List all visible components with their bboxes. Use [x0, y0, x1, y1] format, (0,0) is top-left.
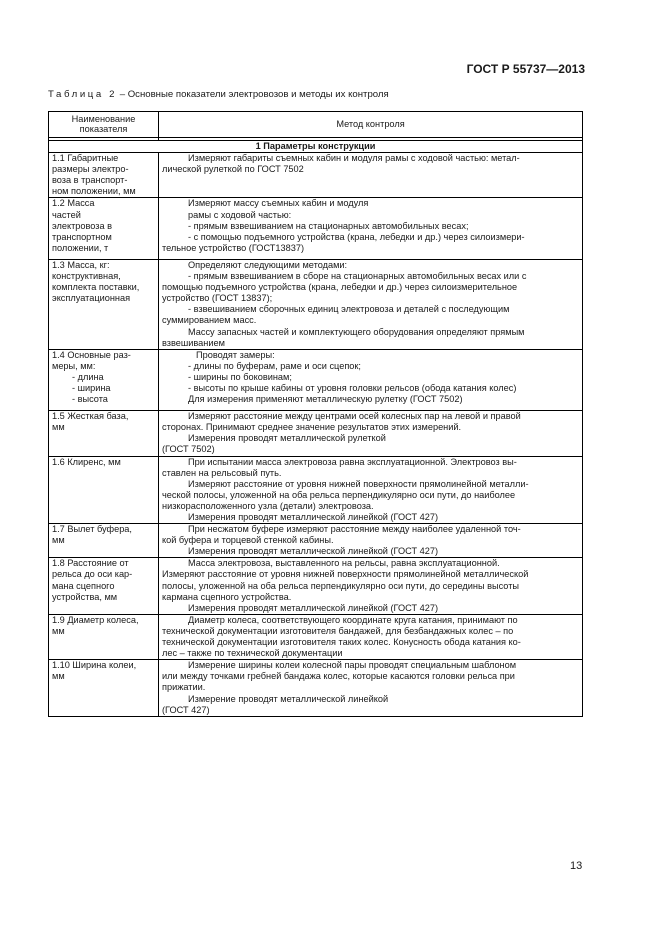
method-cell — [159, 614, 583, 659]
name-line: мм — [52, 671, 65, 682]
method-line: Проводят замеры: — [196, 349, 275, 360]
table-caption-label: Таблица 2 — [48, 89, 118, 100]
method-line: - с помощью подъемного устройства (крана, лебедки и др.) через силоизмери- — [188, 231, 525, 242]
name-line: - ширина — [72, 382, 111, 393]
method-line: Определяют следующими методами: — [188, 259, 348, 270]
table-row — [49, 349, 583, 410]
indicator-name-cell — [49, 558, 159, 614]
method-line: - прямым взвешиванием в сборе на стационарных автомобильных весах или с — [188, 271, 527, 282]
method-line: технической документации изготовителя таких колес. Конусность обода катания ко- — [162, 637, 521, 648]
table-row — [49, 456, 583, 524]
name-line: размеры электро- — [52, 164, 129, 175]
name-line: устройства, мм — [52, 591, 118, 602]
name-line: 1.3 Масса, кг: — [52, 259, 110, 270]
indicator-name-cell — [49, 524, 159, 558]
method-line: При испытании масса электровоза равна эксплуатационной. Электровоз вы- — [188, 456, 517, 467]
method-cell — [159, 349, 583, 410]
method-line: тельное устройство (ГОСТ13837) — [162, 242, 305, 253]
name-line: 1.6 Клиренс, мм — [52, 456, 121, 467]
name-line: эксплуатационная — [52, 293, 131, 304]
method-line: Измерения проводят металлической рулеткой — [188, 433, 386, 444]
method-line: суммированием масс. — [162, 315, 257, 326]
name-line: - длина — [72, 371, 104, 382]
header-indicator-name: Наименование показателя — [49, 112, 159, 138]
indicator-name-cell — [49, 456, 159, 524]
method-line: - ширины по боковинам; — [188, 371, 292, 382]
method-line: рамы с ходовой частью: — [188, 209, 292, 220]
indicator-name-cell — [49, 660, 159, 716]
name-line: 1.8 Расстояние от — [52, 558, 129, 569]
method-line: технической документации изготовителя бандажей, для безбандажных колес – по — [162, 625, 514, 636]
table-row — [49, 411, 583, 456]
name-line: 1.7 Вылет буфера, — [52, 524, 132, 535]
name-line: положении, т — [52, 242, 109, 253]
table-row — [49, 614, 583, 659]
method-line: Для измерения применяют металлическую рулетку (ГОСТ 7502) — [188, 394, 463, 405]
method-line: полосы, уложенной на оба рельса перпендикулярно оси пути, до середины высоты — [162, 580, 520, 591]
indicator-name-cell — [49, 614, 159, 659]
method-line: Измерения проводят металлической линейкой (ГОСТ 427) — [188, 512, 439, 522]
table-row — [49, 558, 583, 614]
name-line: меры, мм: — [52, 360, 96, 371]
table-caption — [48, 89, 389, 100]
name-line: мм — [52, 422, 65, 433]
name-line: мм — [52, 535, 65, 546]
name-line: конструктивная, — [52, 271, 121, 282]
method-cell — [159, 259, 583, 349]
method-line: Измерение ширины колеи колесной пары проводят специальным шаблоном — [188, 660, 517, 671]
name-line: - высота — [72, 394, 108, 405]
name-line: 1.4 Основные раз- — [52, 349, 131, 360]
table-row — [49, 153, 583, 198]
section-row — [49, 141, 583, 153]
document-code: ГОСТ Р 55737—2013 — [466, 62, 585, 76]
name-line: комплекта поставки, — [52, 282, 140, 293]
table-row — [49, 660, 583, 716]
indicator-name-cell — [49, 198, 159, 259]
indicator-name-cell — [49, 411, 159, 456]
method-line: Измерение проводят металлической линейкой — [188, 693, 389, 704]
name-line: рельса до оси кар- — [52, 569, 133, 580]
name-line: 1.2 Масса — [52, 198, 95, 209]
header-control-method: Метод контроля — [159, 112, 583, 138]
table-row — [49, 198, 583, 259]
method-line: Измеряют расстояние от уровня нижней поверхности прямолинейной металлической — [162, 569, 529, 580]
table-row — [49, 259, 583, 349]
method-line: сторонах. Принимают среднее значение результатов этих измерений. — [162, 422, 462, 433]
name-line: 1.1 Габаритные — [52, 153, 119, 164]
method-cell — [159, 198, 583, 259]
indicator-name-cell — [49, 153, 159, 198]
method-line: При несжатом буфере измеряют расстояние между наиболее удаленной точ- — [188, 524, 521, 535]
section-title: 1 Параметры конструкции — [49, 141, 583, 153]
method-line: ческой полосы, уложенной на оба рельса перпендикулярно оси пути, до наиболее — [162, 489, 516, 500]
indicators-table — [48, 111, 583, 717]
method-line: Диаметр колеса, соответствующего координате круга катания, принимают по — [188, 614, 518, 625]
method-cell — [159, 558, 583, 614]
method-cell — [159, 456, 583, 524]
method-line: Измеряют расстояние от уровня нижней поверхности прямолинейной металли- — [188, 478, 529, 489]
method-line: Массу запасных частей и комплектующего оборудования определяют прямым — [188, 326, 525, 337]
name-line: мм — [52, 625, 65, 636]
name-line: ном положении, мм — [52, 186, 136, 197]
name-line: транспортном — [52, 231, 112, 242]
method-line: Измерения проводят металлической линейкой (ГОСТ 427) — [188, 546, 439, 557]
method-line: ставлен на рельсовый путь. — [162, 467, 282, 478]
method-line: Измеряют габариты съемных кабин и модуля рамы с ходовой частью: метал- — [188, 153, 520, 164]
name-line: электровоза в — [52, 220, 113, 231]
method-line: Измеряют массу съемных кабин и модуля — [188, 198, 369, 209]
method-line: помощью подъемного устройства (крана, лебедки и др.) через силоизмерительное — [162, 282, 518, 293]
method-line: (ГОСТ 7502) — [162, 444, 215, 455]
indicator-name-cell — [49, 259, 159, 349]
method-cell — [159, 411, 583, 456]
name-line: 1.10 Ширина колеи, — [52, 660, 137, 671]
method-line: кармана сцепного устройства. — [162, 591, 292, 602]
name-line: 1.9 Диаметр колеса, — [52, 614, 139, 625]
table-caption-text: – Основные показатели электровозов и методы их контроля — [117, 89, 389, 100]
name-line: 1.5 Жесткая база, — [52, 411, 129, 422]
table-row — [49, 524, 583, 558]
method-line: или между точками гребней бандажа колес, которые касаются головки рельса при — [162, 671, 515, 682]
method-cell — [159, 524, 583, 558]
page-number: 13 — [570, 860, 583, 872]
method-line: - длины по буферам, раме и оси сцепок; — [188, 360, 361, 371]
name-line: частей — [52, 209, 81, 220]
method-line: низкорасположенного узла (детали) электровоза. — [162, 500, 374, 511]
indicator-name-cell — [49, 349, 159, 410]
method-line: прижатии. — [162, 682, 206, 693]
method-line: Измеряют расстояние между центрами осей колесных пар на левой и правой — [188, 411, 521, 422]
method-line: лической рулеткой по ГОСТ 7502 — [162, 164, 304, 175]
method-cell — [159, 153, 583, 198]
method-line: - взвешиванием сборочных единиц электровоза и деталей с последующим — [188, 304, 510, 315]
method-line: - высоты по крыше кабины от уровня головки рельсов (обода катания колес) — [188, 382, 517, 393]
method-line: лес – также по технической документации — [162, 648, 343, 659]
method-line: Масса электровоза, выставленного на рельсы, равна эксплуатационной. — [188, 558, 500, 569]
table-header-row — [49, 112, 583, 138]
method-line: кой буфера и торцевой стенкой кабины. — [162, 535, 334, 546]
method-line: - прямым взвешиванием на стационарных автомобильных весах; — [188, 220, 469, 231]
method-line: Измерения проводят металлической линейкой (ГОСТ 427) — [188, 602, 439, 613]
method-line: устройство (ГОСТ 13837); — [162, 293, 273, 304]
name-line: воза в транспорт- — [52, 175, 128, 186]
method-cell — [159, 660, 583, 716]
method-line: (ГОСТ 427) — [162, 704, 210, 715]
name-line: мана сцепного — [52, 580, 115, 591]
method-line: взвешиванием — [162, 337, 225, 348]
